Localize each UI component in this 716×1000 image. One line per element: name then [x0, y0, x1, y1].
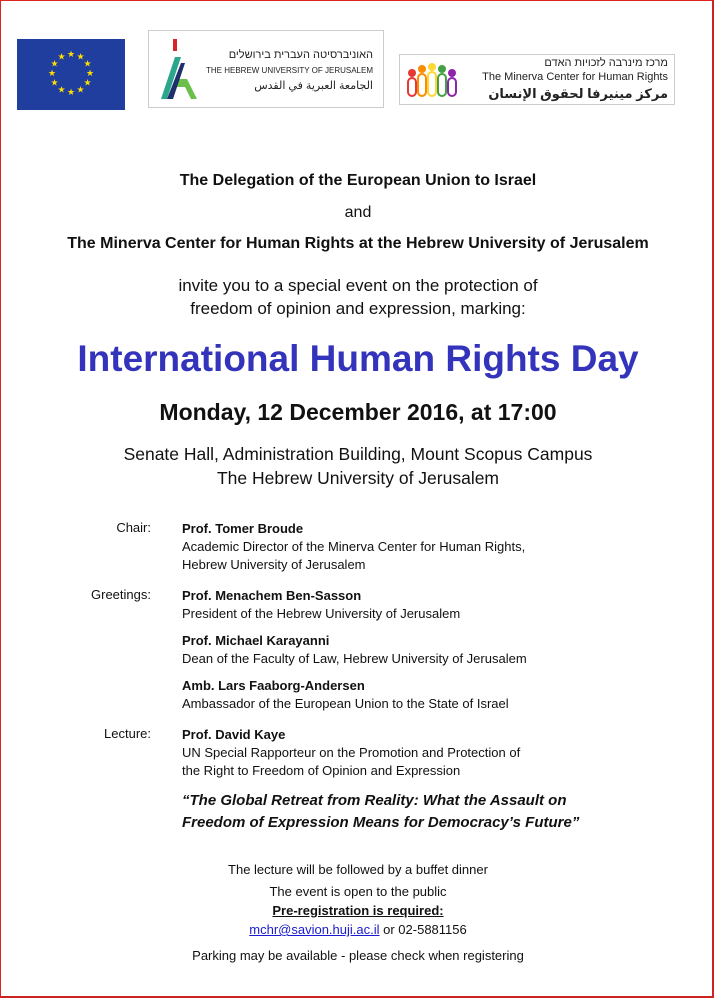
svg-text:★: ★	[76, 84, 85, 95]
chair-block	[182, 520, 525, 574]
host-minerva-center: The Minerva Center for Human Rights at the Hebrew University of Jerusalem	[67, 235, 649, 252]
minerva-hebrew-name: מרכז מינרבה לזכויות האדם	[544, 57, 668, 69]
svg-text:★: ★	[66, 87, 76, 97]
minerva-english-name: The Minerva Center for Human Rights	[482, 71, 668, 83]
contact-line	[1, 922, 715, 937]
greeting-speaker-2	[182, 632, 527, 668]
lecturer-block	[182, 726, 520, 780]
venue-line-1: Senate Hall, Administration Building, Mount Scopus Campus	[123, 444, 593, 464]
host-eu-delegation: The Delegation of the European Union to Israel	[179, 172, 537, 189]
hebrew-university-logo	[148, 30, 384, 108]
greeting-speaker-1	[182, 587, 460, 623]
speaker-name: Prof. Michael Karayanni	[182, 633, 330, 648]
venue-line-2: The Hebrew University of Jerusalem	[216, 468, 500, 488]
svg-text:★: ★	[85, 68, 95, 78]
phone-number: or 02-5881156	[379, 922, 467, 937]
chair-title-line-1: Academic Director of the Minerva Center for Human Rights,	[182, 539, 526, 554]
eu-flag-logo	[17, 39, 125, 110]
lecture-title-line-1: “The Global Retreat from Reality: What the Assault on	[182, 792, 567, 809]
lecturer-title-line-1: UN Special Rapporteur on the Promotion and Protection of	[182, 745, 521, 760]
lecturer-name: Prof. David Kaye	[182, 727, 286, 742]
parking-note: Parking may be available - please check when registering	[192, 948, 524, 963]
speaker-role: Ambassador of the European Union to the State of Israel	[182, 696, 509, 711]
huji-emblem-icon	[157, 39, 201, 101]
svg-text:★: ★	[57, 84, 66, 95]
minerva-people-icon	[404, 59, 462, 101]
host-and: and	[344, 204, 372, 221]
chair-title-line-2: Hebrew University of Jerusalem	[182, 557, 366, 572]
greeting-speaker-3	[182, 677, 509, 713]
svg-text:★: ★	[50, 58, 59, 69]
svg-text:★: ★	[57, 51, 66, 62]
invite-line-2: freedom of opinion and expression, marking:	[190, 299, 526, 318]
lecturer-title-line-2: the Right to Freedom of Opinion and Expression	[182, 763, 461, 778]
minerva-arabic-name: مركز مينيرفا لحقوق الإنسان	[488, 86, 668, 101]
chair-name: Prof. Tomer Broude	[182, 521, 304, 536]
huji-arabic-name: الجامعة العبرية في القدس	[254, 80, 373, 92]
event-date-time: Monday, 12 December 2016, at 17:00	[159, 399, 557, 425]
svg-text:★: ★	[76, 51, 85, 62]
svg-text:★: ★	[83, 58, 92, 69]
svg-text:★: ★	[83, 77, 92, 88]
speaker-role: Dean of the Faculty of Law, Hebrew University of Jerusalem	[182, 651, 527, 666]
email-link[interactable]: mchr@savion.huji.ac.il	[249, 922, 380, 937]
speaker-name: Prof. Menachem Ben-Sasson	[182, 588, 362, 603]
huji-english-name: THE HEBREW UNIVERSITY OF JERUSALEM	[206, 66, 373, 75]
lecture-label: Lecture:	[104, 726, 151, 741]
huji-hebrew-name: האוניברסיטה העברית בירושלים	[228, 49, 373, 61]
speaker-role: President of the Hebrew University of Jerusalem	[182, 606, 461, 621]
public-note: The event is open to the public	[269, 884, 447, 899]
chair-label: Chair:	[116, 520, 151, 535]
svg-text:★: ★	[66, 49, 76, 59]
svg-text:★: ★	[47, 68, 57, 78]
lecture-title	[182, 790, 579, 834]
svg-text:★: ★	[50, 77, 59, 88]
preregistration-note: Pre-registration is required:	[272, 903, 444, 918]
buffet-note: The lecture will be followed by a buffet dinner	[228, 862, 488, 877]
lecture-title-line-2: Freedom of Expression Means for Democracy’s Future”	[182, 814, 580, 831]
minerva-center-logo	[399, 54, 675, 105]
eu-stars-icon	[17, 39, 125, 110]
speaker-name: Amb. Lars Faaborg-Andersen	[182, 678, 365, 693]
greetings-label: Greetings:	[91, 587, 151, 602]
invite-line-1: invite you to a special event on the protection of	[178, 276, 538, 295]
event-title: International Human Rights Day	[77, 338, 639, 379]
